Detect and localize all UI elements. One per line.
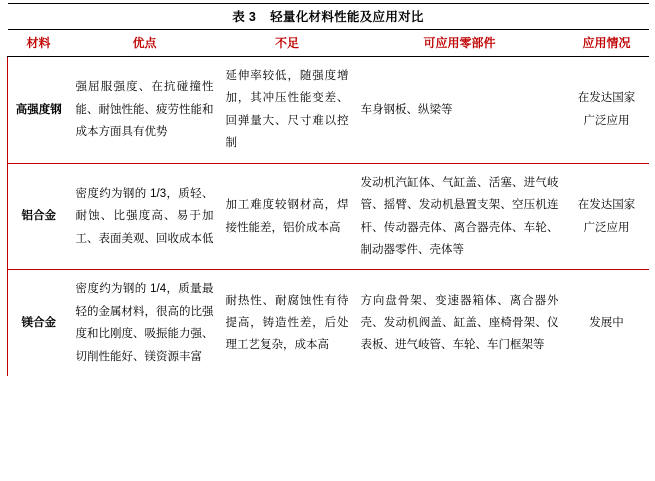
table-caption-number: 表 3 (232, 10, 257, 24)
cell-material: 镁合金 (8, 270, 70, 376)
cell-disadvantages: 耐热性、耐腐蚀性有待提高，铸造性差，后处理工艺复杂，成本高 (225, 294, 349, 352)
cell-disadvantages: 加工难度较钢材高，焊接性能差，铝价成本高 (225, 199, 349, 234)
cell-application-line1: 发展中 (589, 317, 624, 329)
column-header-advantages: 优点 (70, 30, 220, 57)
cell-parts: 车身钢板、纵梁等 (360, 103, 453, 116)
cell-application-line2: 广泛应用 (583, 114, 630, 127)
cell-application (565, 270, 649, 376)
cell-application (565, 163, 649, 269)
cell-material: 高强度钢 (8, 57, 70, 163)
column-header-material: 材料 (8, 30, 70, 57)
table-caption-text: 轻量化材料性能及应用对比 (270, 10, 424, 24)
cell-application-line2: 广泛应用 (583, 221, 630, 234)
table-title-row (8, 4, 649, 30)
cell-advantages: 强屈服强度、在抗碰撞性能、耐蚀性能、疲劳性能和成本方面具有优势 (75, 81, 214, 139)
table-caption (8, 4, 649, 30)
table-row (8, 57, 649, 163)
cell-parts: 发动机汽缸体、气缸盖、活塞、进气岐管、摇臂、发动机悬置支架、空压机连杆、传动器壳体、离合器壳体、车轮、制动器零件、壳体等 (360, 176, 559, 256)
table-header-row (8, 30, 649, 57)
column-header-application: 应用情况 (565, 30, 649, 57)
cell-material: 铝合金 (8, 163, 70, 269)
cell-application-line1: 在发达国家 (577, 92, 636, 105)
column-header-disadvantages: 不足 (220, 30, 355, 57)
table-row (8, 270, 649, 376)
cell-advantages: 密度约为钢的 1/3，质轻、耐蚀、比强度高、易于加工、表面美观、回收成本低 (75, 187, 214, 245)
comparison-table (7, 3, 649, 376)
cell-application (565, 57, 649, 163)
cell-parts: 方向盘骨架、变速器箱体、离合器外壳、发动机阀盖、缸盖、座椅骨架、仪表板、进气岐管、车轮、车门框架等 (360, 294, 559, 352)
cell-application-line1: 在发达国家 (577, 199, 636, 212)
cell-advantages: 密度约为钢的 1/4，质量最轻的金属材料，很高的比强度和比刚度、吸振能力强、切削性能好、镁资源丰富 (75, 283, 214, 363)
column-header-parts: 可应用零部件 (355, 30, 565, 57)
comparison-table-container (7, 3, 648, 376)
table-row (8, 163, 649, 269)
cell-disadvantages: 延伸率较低，随强度增加，其冲压性能变差、回弹量大、尺寸难以控制 (225, 70, 349, 150)
